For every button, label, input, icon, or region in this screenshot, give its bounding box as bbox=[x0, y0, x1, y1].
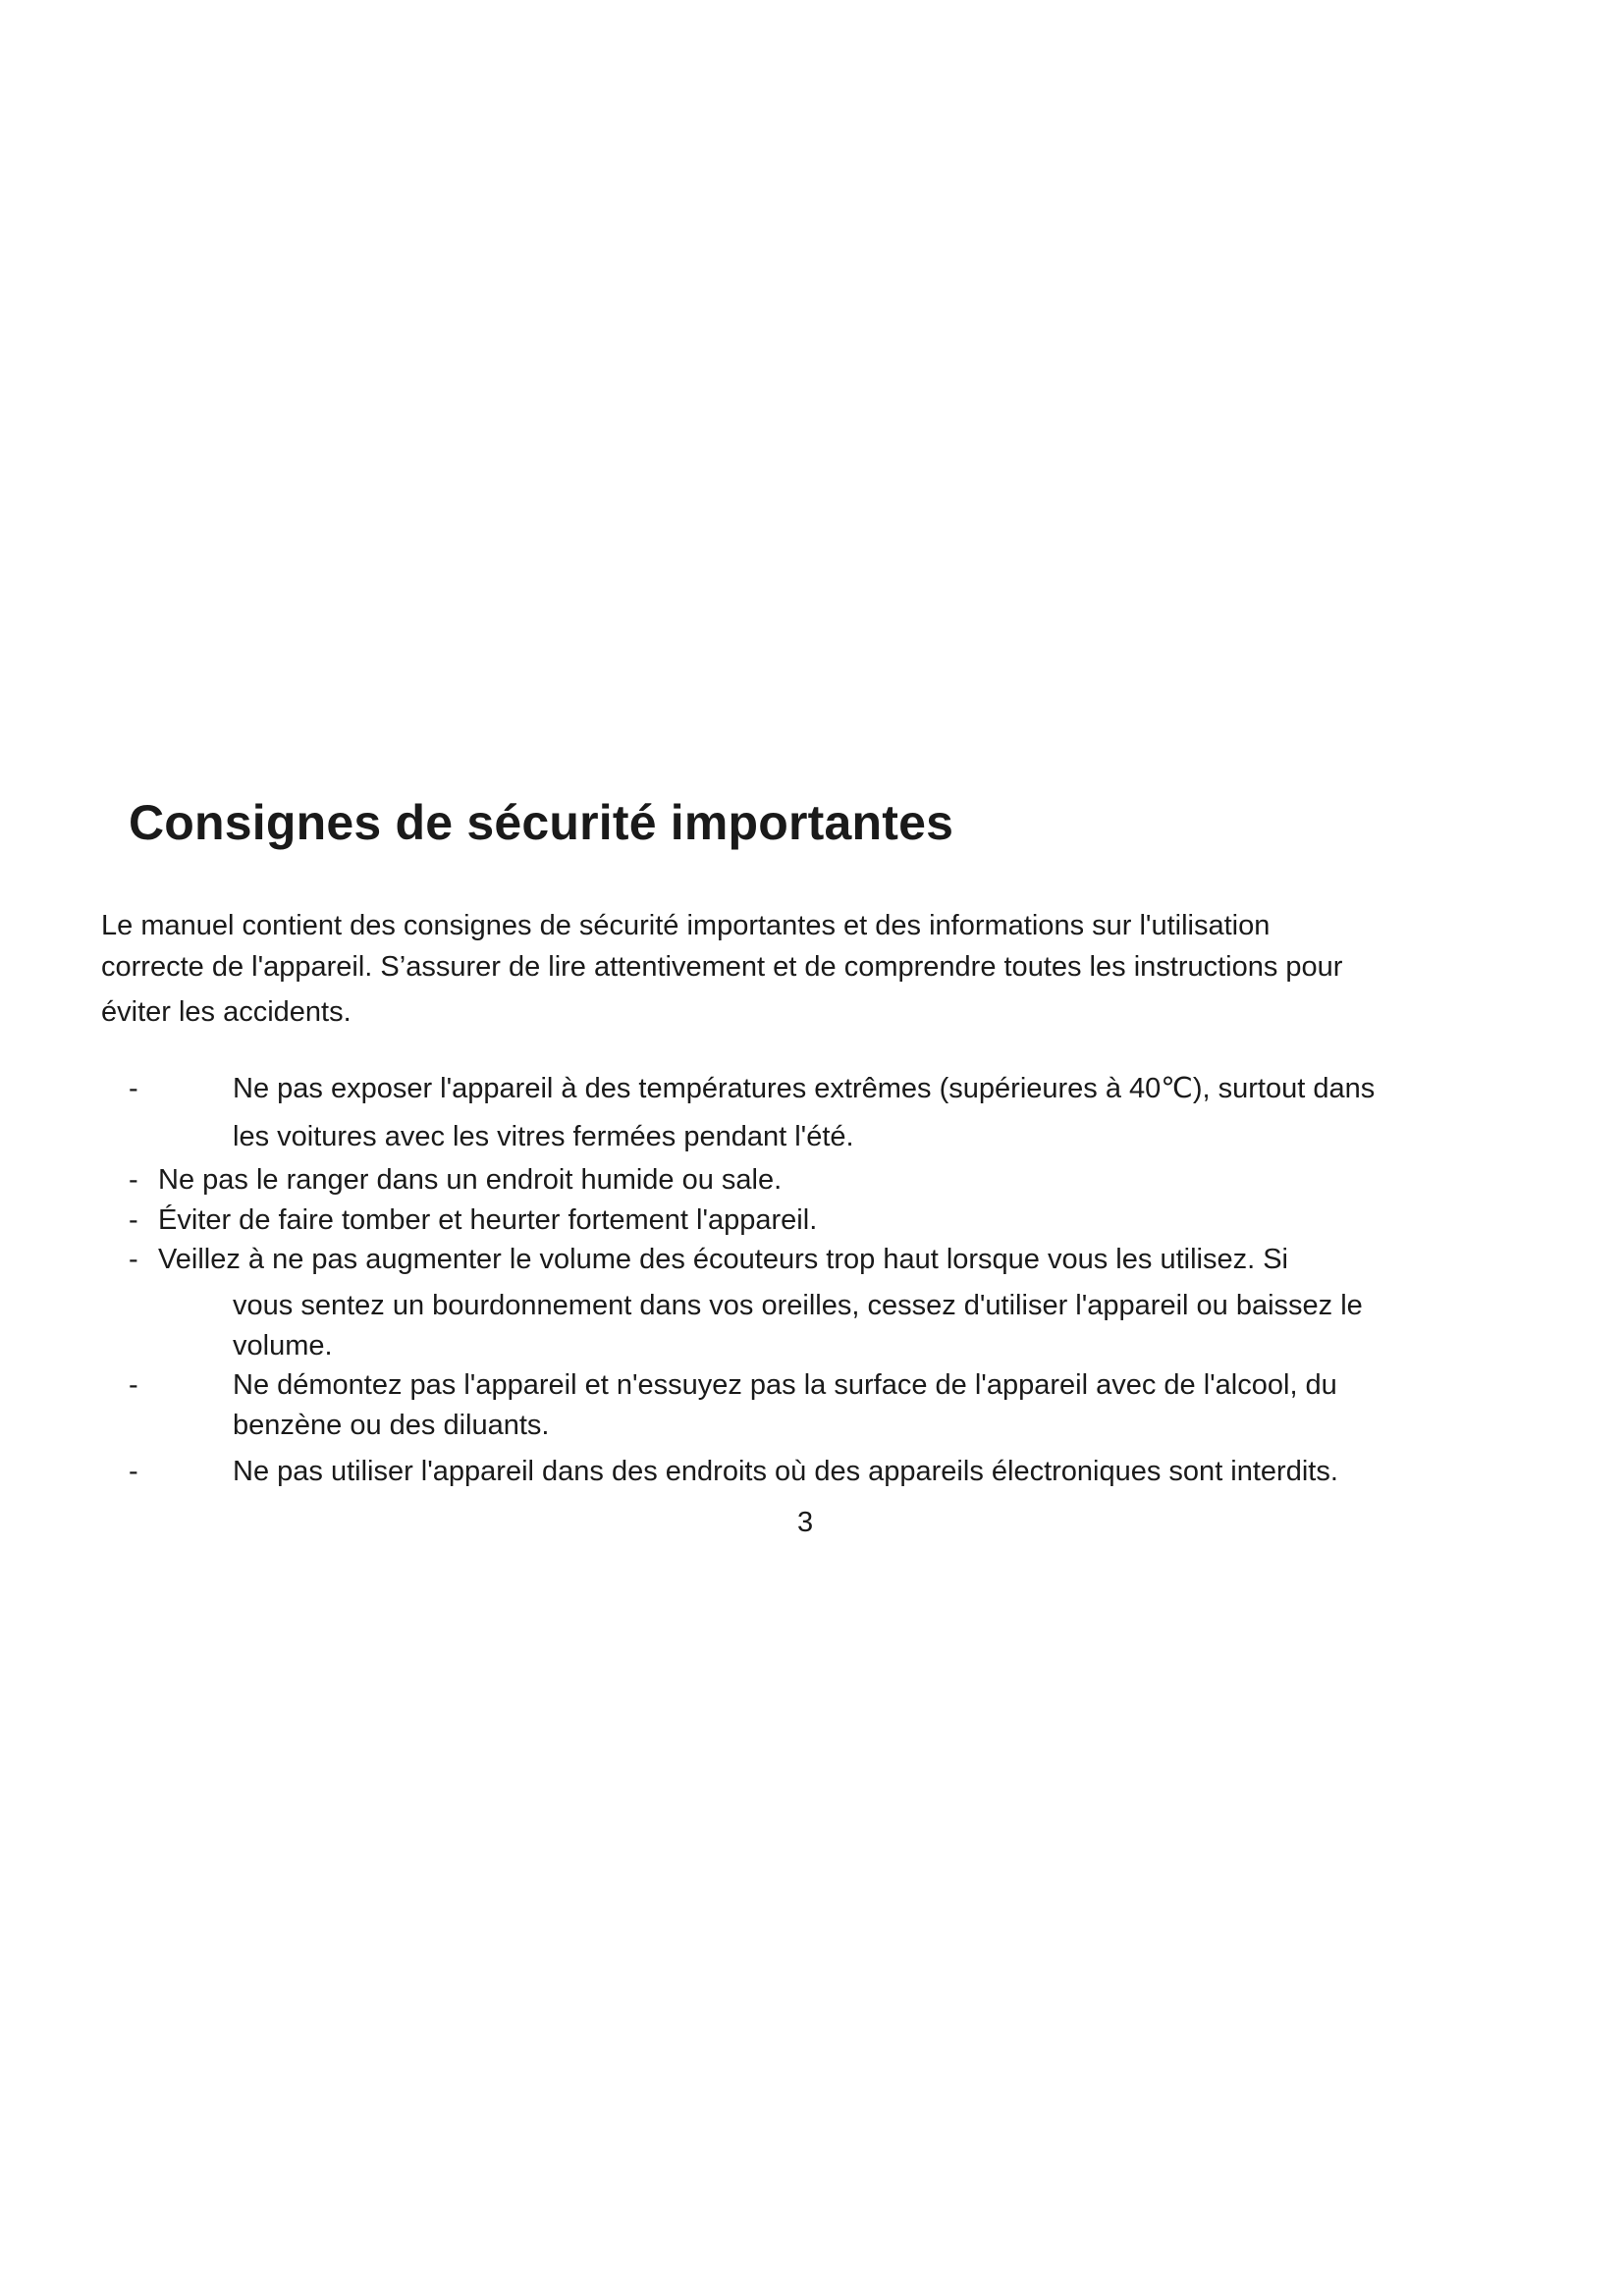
list-item-continuation: les voitures avec les vitres fermées pendant l'été. bbox=[233, 1121, 854, 1152]
intro-line: Le manuel contient des consignes de sécurité importantes et des informations sur l'utilisation bbox=[101, 910, 1271, 941]
list-item-text: Ne pas utiliser l'appareil dans des endroits où des appareils électroniques sont interdits. bbox=[233, 1456, 1338, 1487]
intro-paragraph bbox=[101, 905, 1544, 1033]
list-item-continuation: benzène ou des diluants. bbox=[233, 1410, 550, 1441]
page-number: 3 bbox=[797, 1507, 814, 1538]
intro-line: éviter les accidents. bbox=[101, 996, 352, 1028]
bullet-dash: - bbox=[129, 1164, 138, 1196]
bullet-dash: - bbox=[129, 1369, 138, 1401]
bullet-dash: - bbox=[129, 1204, 138, 1236]
list-item-text: Éviter de faire tomber et heurter fortement l'appareil. bbox=[158, 1204, 818, 1236]
bullet-dash: - bbox=[129, 1456, 138, 1487]
list-item-continuation: volume. bbox=[233, 1330, 333, 1362]
list-item-text: Veillez à ne pas augmenter le volume des écouteurs trop haut lorsque vous les utilisez. Si bbox=[158, 1244, 1288, 1275]
list-item-text: Ne démontez pas l'appareil et n'essuyez pas la surface de l'appareil avec de l'alcool, du bbox=[233, 1369, 1337, 1401]
bullet-dash: - bbox=[129, 1073, 138, 1104]
list-item-continuation: vous sentez un bourdonnement dans vos oreilles, cessez d'utiliser l'appareil ou baissez le bbox=[233, 1290, 1363, 1321]
bullet-dash: - bbox=[129, 1244, 138, 1275]
list-item-text: Ne pas exposer l'appareil à des températures extrêmes (supérieures à 40℃), surtout dans bbox=[233, 1073, 1376, 1104]
intro-line: correcte de l'appareil. S’assurer de lire attentivement et de comprendre toutes les instructions pour bbox=[101, 951, 1343, 983]
page-title: Consignes de sécurité importantes bbox=[129, 795, 954, 850]
list-item-text: Ne pas le ranger dans un endroit humide ou sale. bbox=[158, 1164, 783, 1196]
